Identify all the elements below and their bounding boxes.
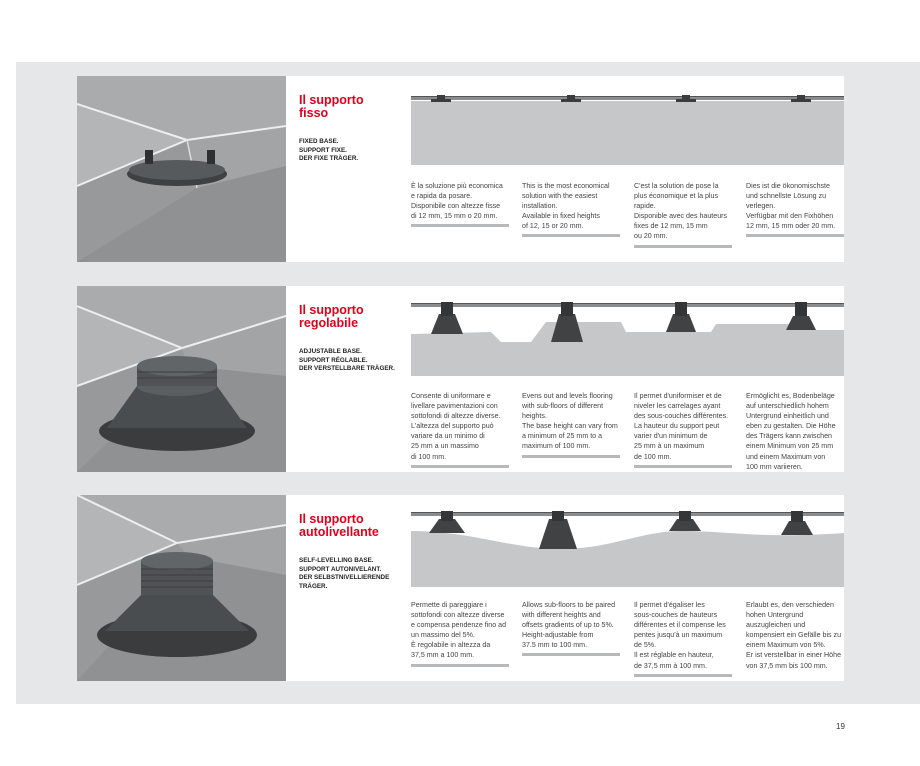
section-title-self-levelling: Il supporto autolivellante <box>299 512 379 539</box>
section-subtitle-fixed: FIXED BASE. SUPPORT FIXE. DER FIXE TRÄGER. <box>299 138 359 163</box>
section-subtitle-self-levelling: SELF-LEVELLING BASE. SUPPORT AUTONIVELANT. DER SELBSTNIVELLIERENDE TRÄGER. <box>299 557 390 590</box>
section-subtitle-adjustable: ADJUSTABLE BASE. SUPPORT RÉGLABLE. DER VERSTELLBARE TRÄGER. <box>299 348 395 373</box>
section-title-fixed: Il supporto fisso <box>299 93 364 120</box>
description-de: Dies ist die ökonomischste und schnellste Lösung zu verlegen. Verfügbar mit den Fixhöhen 12 mm, 15 mm oder 20 mm. <box>746 181 844 237</box>
divider-bar <box>522 455 620 458</box>
section-adjustable <box>77 286 844 472</box>
diagram-self-levelling <box>411 495 844 595</box>
divider-bar <box>522 653 620 656</box>
description-fr: C'est la solution de pose la plus économique et la plus rapide. Disponible avec des hauteurs fixes de 12 mm, 15 mm ou 20 mm. <box>634 181 732 248</box>
description-it: Permette di pareggiare i sottofondi con altezze diverse e compensa pendenze fino ad un massimo del 5%. È regolabile in altezza da 37,5 mm a 100 mm. <box>411 600 509 667</box>
description-it: È la soluzione più economica e rapida da posare. Disponibile con altezze fisse di 12 mm, 15 mm o 20 mm. <box>411 181 509 227</box>
product-photo-self-levelling <box>77 495 286 681</box>
diagram-adjustable <box>411 286 844 386</box>
product-photo-adjustable <box>77 286 286 472</box>
description-de: Ermöglicht es, Bodenbeläge auf unterschiedlich hohem Untergrund einheitlich und eben zu gestalten. Die Höhe des Trägers kann zwischen einem Minimum von 25 mm und einem Maximum von 100 mm variieren. <box>746 392 836 471</box>
section-self-levelling <box>77 495 844 681</box>
description-de: Erlaubt es, den verschieden hohen Untergrund auszugleichen und kompensiert ein Gefälle bis zu einem Maximum von 5%. Er ist verstellbar in einer Höhe von 37,5 mm bis 100 mm. <box>746 601 842 670</box>
divider-bar <box>634 465 732 468</box>
divider-bar <box>634 245 732 248</box>
description-fr: Il permet d'uniformiser et de niveler les carrelages ayant des sous-couches différentes. La hauteur du support peut varier d'un minimum de 25 mm à un maximum de 100 mm. <box>634 391 732 468</box>
page-number: 19 <box>836 722 845 731</box>
divider-bar <box>746 234 844 237</box>
description-en: Evens out and levels flooring with sub-floors of different heights. The base height can vary from a minimum of 25 mm to a maximum of 100 mm. <box>522 391 620 458</box>
description-en: Allows sub-floors to be paired with different heights and offsets gradients of up to 5%. Height-adjustable from 37.5 mm to 100 mm. <box>522 600 620 656</box>
section-fixed <box>77 76 844 262</box>
divider-bar <box>634 674 732 677</box>
divider-bar <box>411 224 509 227</box>
description-en: This is the most economical solution with the easiest installation. Available in fixed heights of 12, 15 or 20 mm. <box>522 181 620 237</box>
divider-bar <box>522 234 620 237</box>
divider-bar <box>411 465 509 468</box>
divider-bar <box>411 664 509 667</box>
product-photo-fixed <box>77 76 286 262</box>
description-it: Consente di uniformare e livellare pavimentazioni con sottofondi di altezze diverse. L'altezza del supporto può variare da un minimo di 25 mm a un massimo di 100 mm. <box>411 391 509 468</box>
section-title-adjustable: Il supporto regolabile <box>299 303 364 330</box>
diagram-fixed <box>411 76 844 176</box>
description-fr: Il permet d'égaliser les sous-couches de hauteurs différentes et il compense les pentes jusqu'à un maximum de 5%. Il est réglable en hauteur, de 37,5 mm à 100 mm. <box>634 600 732 677</box>
